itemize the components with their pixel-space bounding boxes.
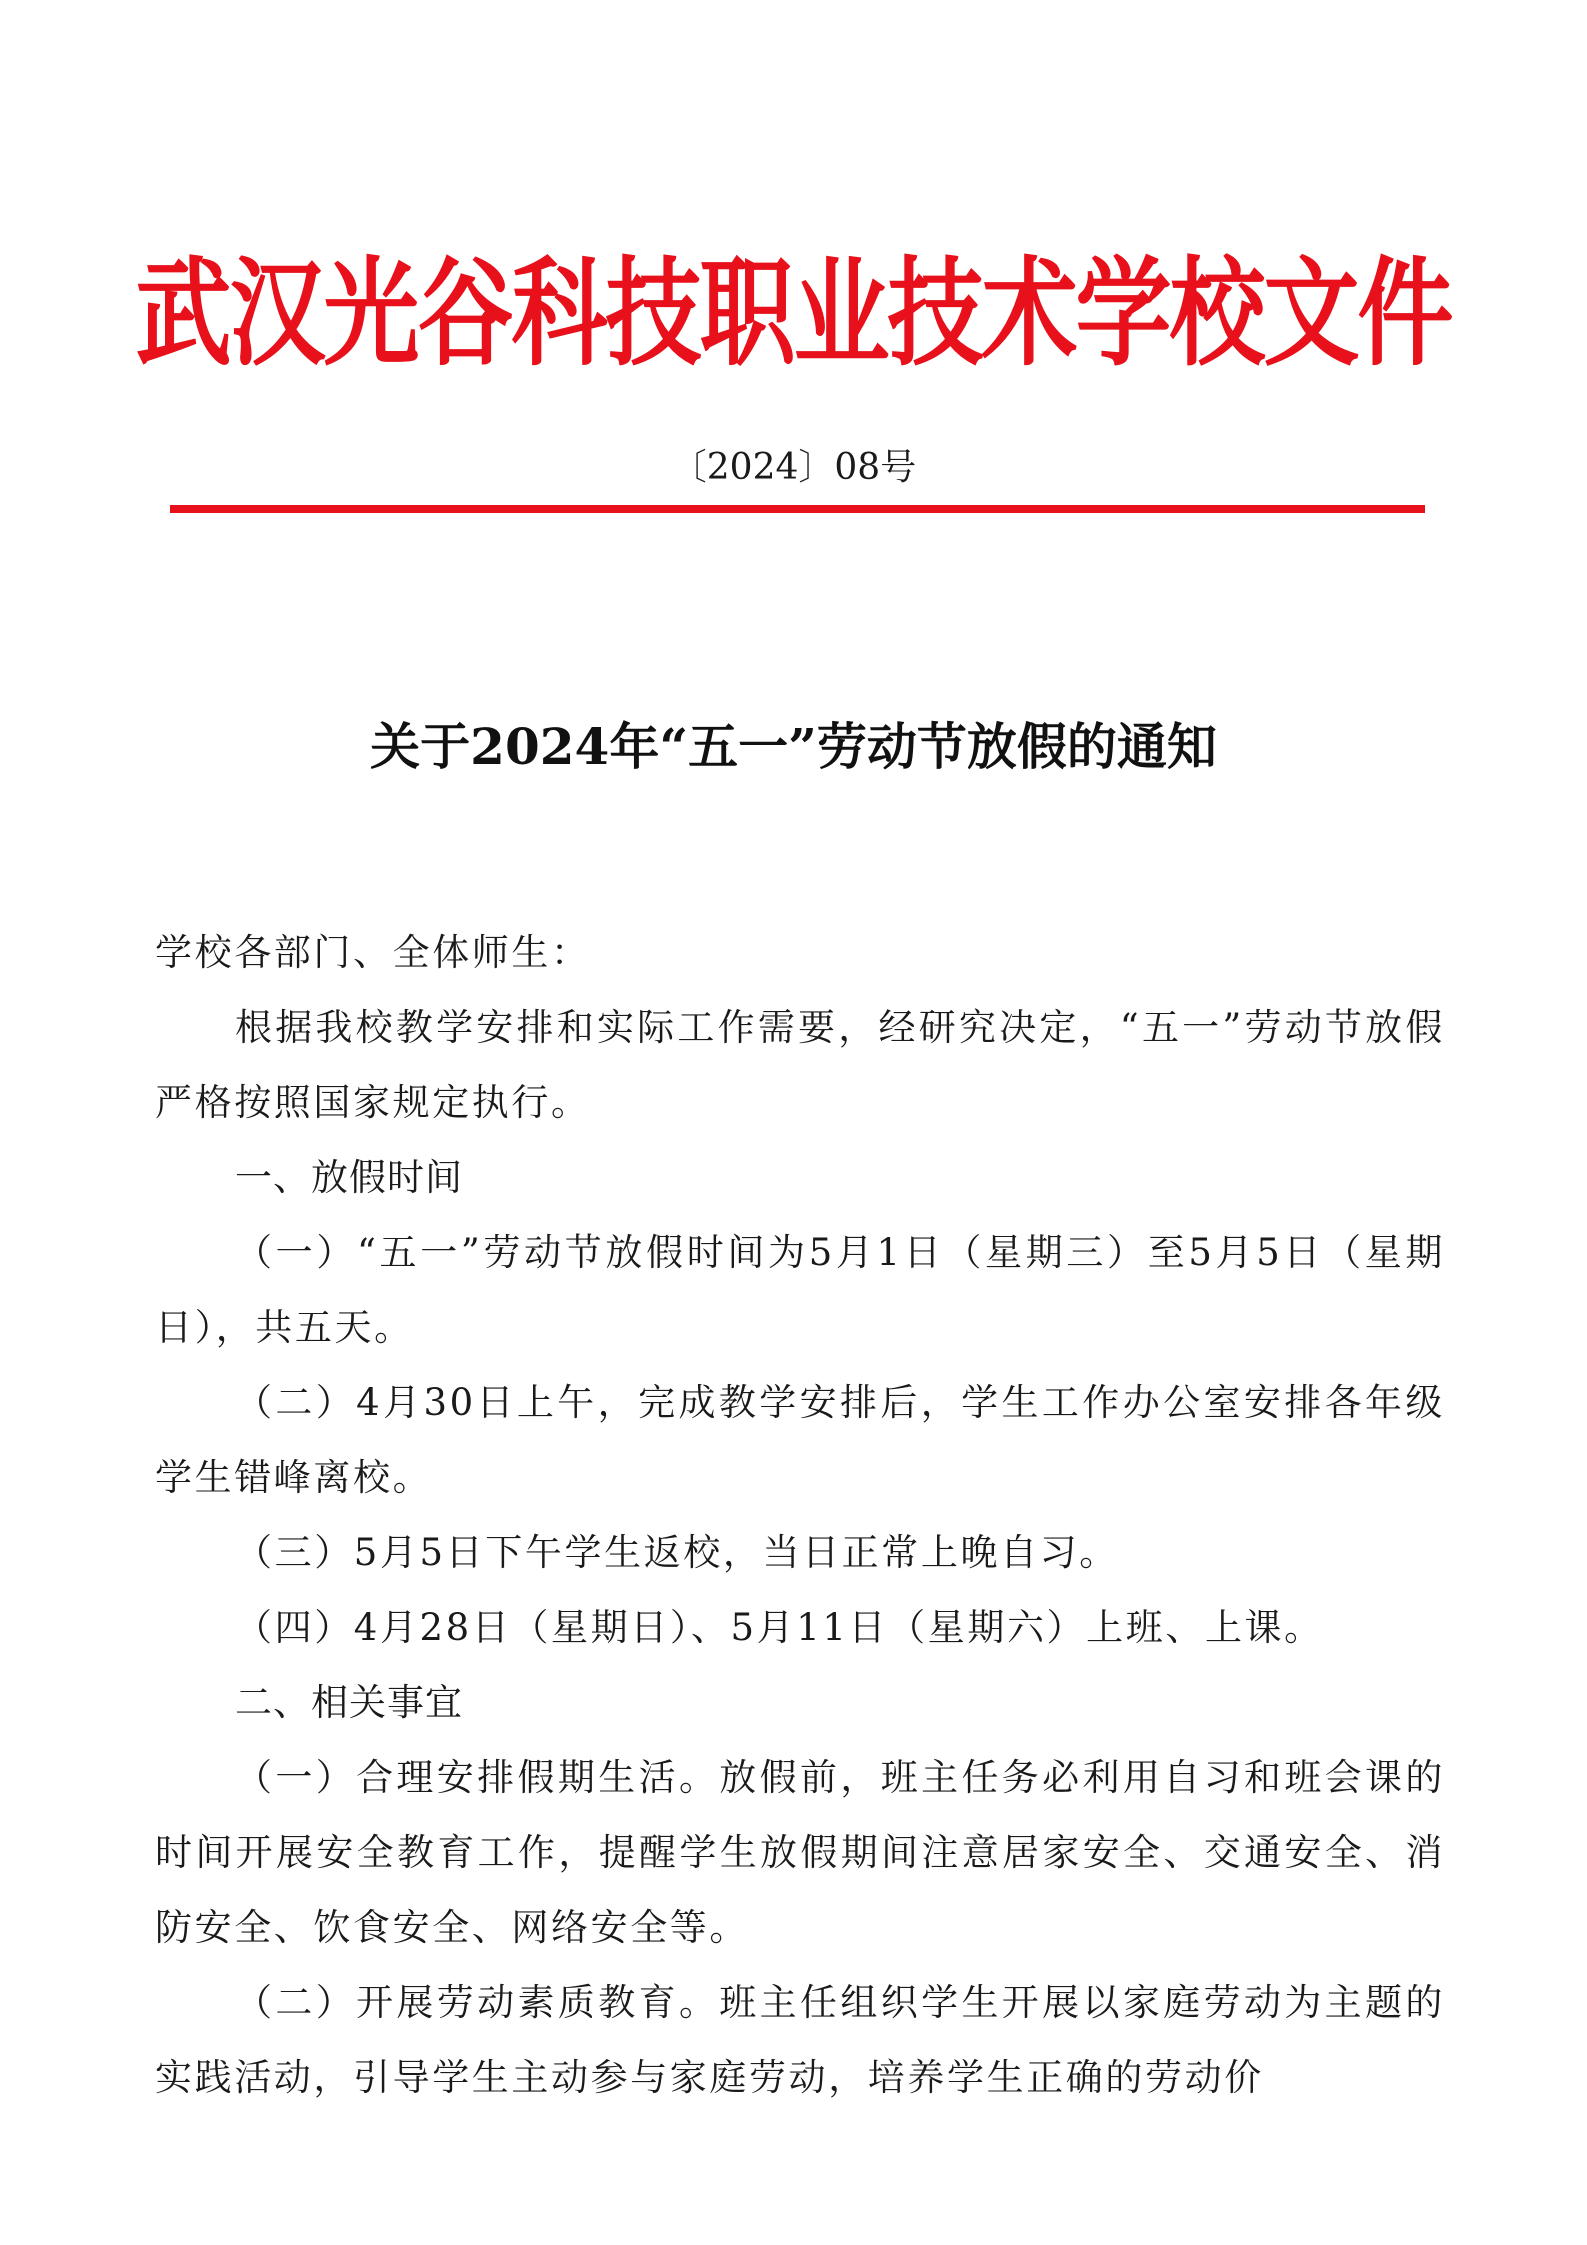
section-heading-related-matters: 二、相关事宜	[235, 1681, 463, 1724]
section1-item: （四）4月28日（星期日）、5月11日（星期六）上班、上课。	[235, 1606, 1324, 1649]
section1-item: （三）5月5日下午学生返校，当日正常上晚自习。	[235, 1531, 1119, 1574]
notice-title: 关于2024年“五一”劳动节放假的通知	[370, 717, 1217, 776]
header-divider	[170, 505, 1425, 513]
document-header-title: 武汉光谷科技职业技术学校文件	[135, 245, 1452, 382]
intro-paragraph: 根据我校教学安排和实际工作需要，经研究决定，“五一”劳动节放假严格按照国家规定执行。	[155, 1006, 1445, 1124]
section2-item: （一）合理安排假期生活。放假前，班主任务必利用自习和班会课的时间开展安全教育工作，提醒学生放假期间注意居家安全、交通安全、消防安全、饮食安全、网络安全等。	[155, 1756, 1445, 1949]
section1-item: （一）“五一”劳动节放假时间为5月1日（星期三）至5月5日（星期日），共五天。	[155, 1231, 1445, 1349]
section2-item: （二）开展劳动素质教育。班主任组织学生开展以家庭劳动为主题的实践活动，引导学生主动参与家庭劳动，培养学生正确的劳动价	[155, 1981, 1445, 2099]
section-heading-holiday-time: 一、放假时间	[235, 1156, 463, 1199]
salutation: 学校各部门、全体师生：	[155, 931, 591, 974]
document-number: 〔2024〕08号	[670, 447, 917, 488]
section1-item: （二）4月30日上午，完成教学安排后，学生工作办公室安排各年级学生错峰离校。	[155, 1381, 1445, 1499]
document-body	[155, 915, 1445, 2115]
